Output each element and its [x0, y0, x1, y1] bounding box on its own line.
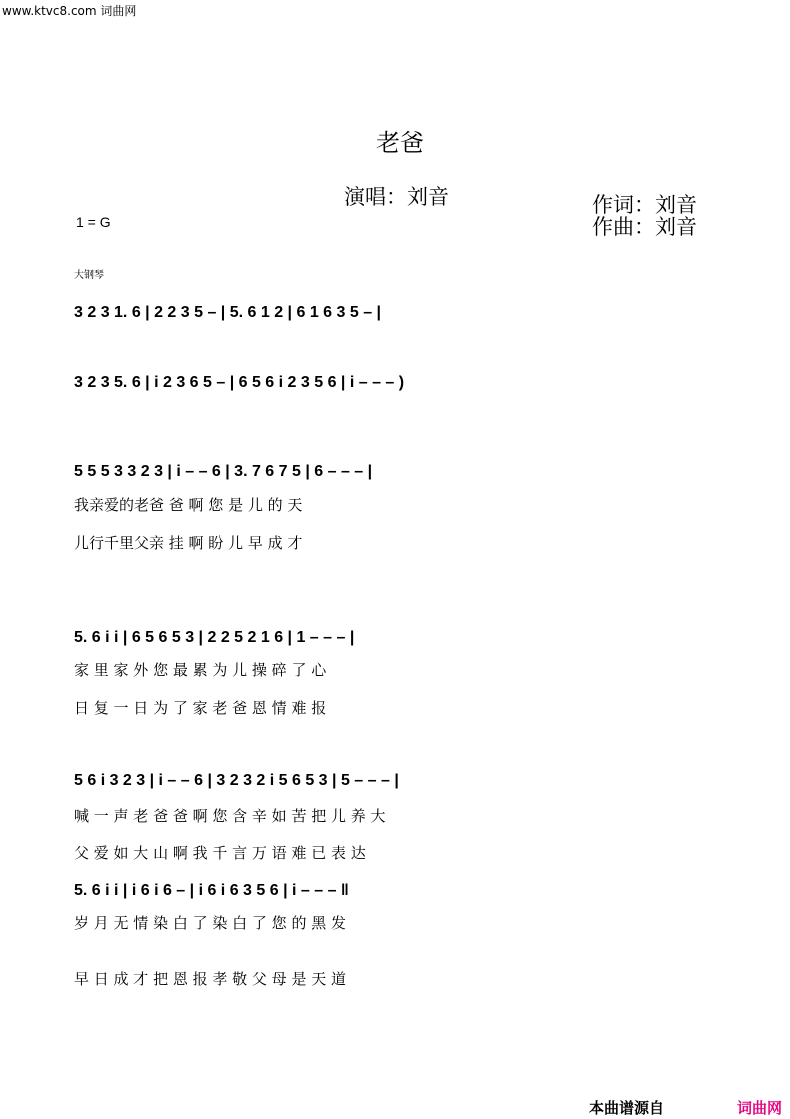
- singer-credit: 演唱：刘音: [344, 185, 449, 209]
- lyric-text: 儿行千里父亲 挂 啊 盼 儿 早 成 才: [74, 534, 303, 552]
- lyric-text: 日 复 一 日 为 了 家 老 爸 恩 情 难 报: [74, 699, 327, 717]
- score-notes: 5. 6 i i | 6 5 6 5 3 | 2 2 5 2 1 6 | 1 – – – |: [74, 629, 355, 646]
- score-notes: 3 2 3 5. 6 | i 2 3 6 5 – | 6 5 6 i 2 3 5 6 | i – – – ): [74, 374, 405, 391]
- instrument-label: 大钢琴: [74, 270, 104, 281]
- footer-brand-logo[interactable]: 词曲网: [736, 1099, 782, 1117]
- lyric-text: 家 里 家 外 您 最 累 为 儿 操 碎 了 心: [74, 661, 327, 679]
- lyric-line-2: [0, 697, 790, 719]
- lyric-line-2: [0, 968, 790, 990]
- score-notes: 5 5 5 3 3 2 3 | i – – 6 | 3. 7 6 7 5 | 6 – – – |: [74, 463, 373, 480]
- lyric-text: 父 爱 如 大 山 啊 我 千 言 万 语 难 已 表 达: [74, 844, 366, 862]
- score-row-2: [0, 374, 790, 414]
- lyric-line-1: [0, 805, 790, 827]
- score-row-1: [0, 304, 790, 344]
- song-title: 老爸: [376, 129, 424, 157]
- lyric-text: 早 日 成 才 把 恩 报 孝 敬 父 母 是 天 道: [74, 970, 346, 988]
- composer-credit: 作曲：刘音: [592, 215, 697, 239]
- lyricist-credit: 作词：刘音: [592, 193, 697, 217]
- lyric-line-2: [0, 532, 790, 554]
- score-notes: 5. 6 i i | i 6 i 6 – | i 6 i 6 3 5 6 | i – – – ‖: [74, 882, 349, 899]
- key-signature: 1 = G: [76, 214, 111, 230]
- lyric-line-1: [0, 659, 790, 681]
- lyric-text: 喊 一 声 老 爸 爸 啊 您 含 辛 如 苦 把 儿 养 大: [74, 807, 386, 825]
- site-watermark: www.ktvc8.com 词曲网: [2, 4, 137, 18]
- lyric-text: 岁 月 无 情 染 白 了 染 白 了 您 的 黑 发: [74, 914, 346, 932]
- lyric-text: 我亲爱的老爸 爸 啊 您 是 儿 的 天: [74, 496, 303, 514]
- score-notes: 5 6 i 3 2 3 | i – – 6 | 3 2 3 2 i 5 6 5 3 | 5 – – – |: [74, 772, 399, 789]
- score-notes: 3 2 3 1. 6 | 2 2 3 5 – | 5. 6 1 2 | 6 1 6 3 5 – |: [74, 304, 382, 321]
- lyric-line-2: [0, 842, 790, 864]
- footer-source-text: 本曲谱源自: [588, 1099, 664, 1117]
- lyric-line-1: [0, 912, 790, 934]
- lyric-line-1: [0, 494, 790, 516]
